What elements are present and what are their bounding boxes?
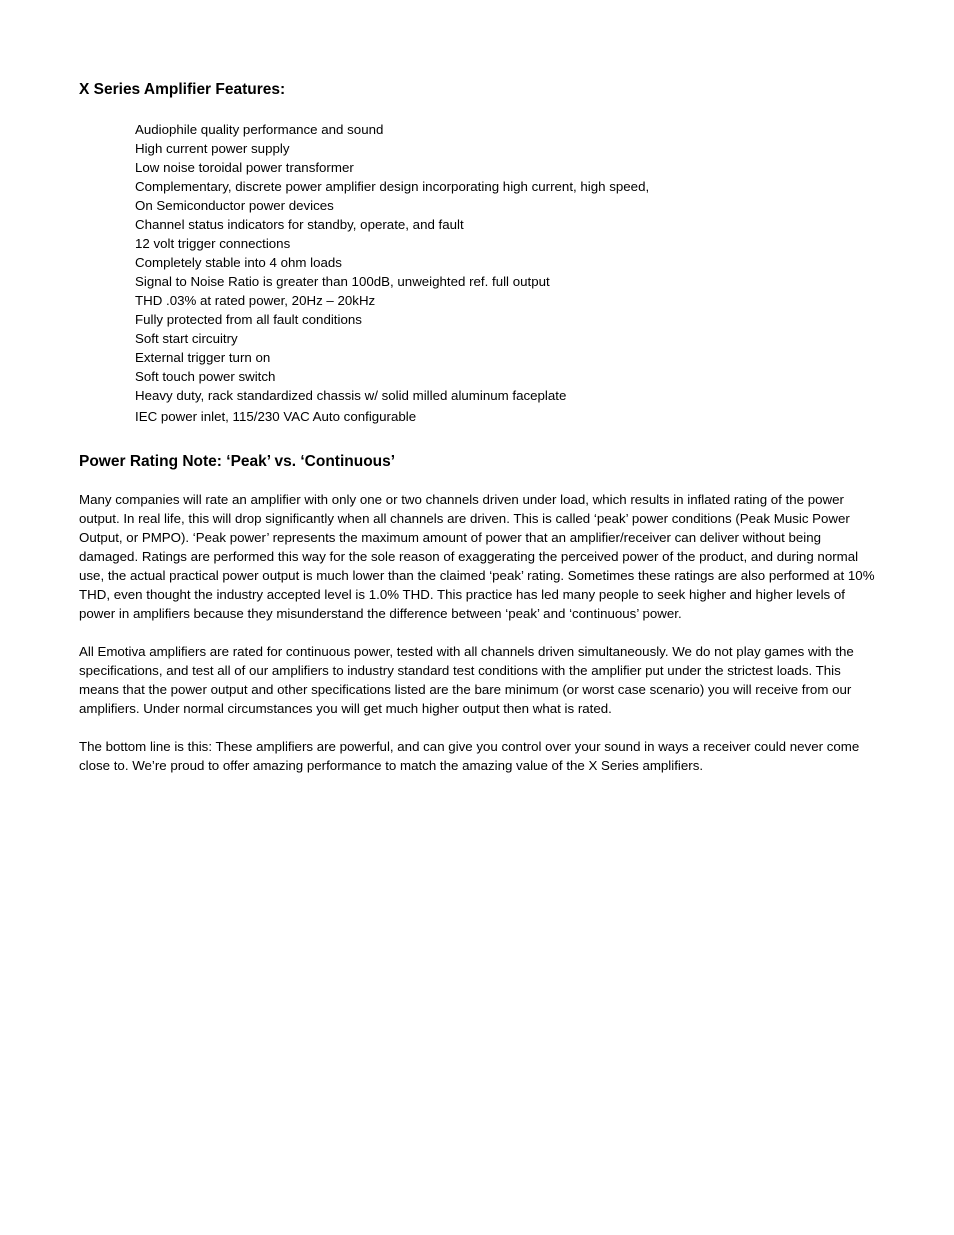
feature-item: Heavy duty, rack standardized chassis w/ solid milled aluminum faceplate: [135, 388, 567, 403]
feature-item: IEC power inlet, 115/230 VAC Auto configurable: [135, 409, 417, 424]
feature-item: External trigger turn on: [135, 350, 271, 365]
feature-item: Audiophile quality performance and sound: [135, 122, 384, 137]
paragraph-continuous-power: All Emotiva amplifiers are rated for continuous power, tested with all channels driven simultaneously. We do not play games with the specifications, and test all of our amplifiers to industry standard test conditions with the amplifier put under the strictest loads. This means that the power output and other specifications listed are the bare minimum (or worst case scenario) you will receive from our amplifiers. Under normal circumstances you will get much higher output then what is rated.: [79, 644, 854, 716]
power-rating-heading: Power Rating Note: ‘Peak’ vs. ‘Continuous’: [79, 453, 396, 470]
feature-item: Fully protected from all fault conditions: [135, 312, 362, 327]
feature-item: Completely stable into 4 ohm loads: [135, 255, 342, 270]
paragraph-peak-ratings: Many companies will rate an amplifier with only one or two channels driven under load, which results in inflated rating of the power output. In real life, this will drop significantly when all channels are driven. This is called ‘peak’ power conditions (Peak Music Power Output, or PMPO). ‘Peak power’ represents the maximum amount of power that an amplifier/receiver can deliver without being damaged. Ratings are performed this way for the sole reason of exaggerating the perceived power of the product, and during normal use, the actual practical power output is much lower than the claimed ‘peak’ rating. Sometimes these ratings are also performed at 10% THD, even thought the industry accepted level is 1.0% THD. This practice has led many people to seek higher and higher levels of power in amplifiers because they misunderstand the difference between ‘peak’ and ‘continuous’ power.: [79, 492, 875, 621]
page-content: [79, 80, 879, 794]
feature-item: Low noise toroidal power transformer: [135, 160, 354, 175]
feature-item: Signal to Noise Ratio is greater than 100dB, unweighted ref. full output: [135, 274, 550, 289]
feature-item: Channel status indicators for standby, operate, and fault: [135, 217, 464, 232]
feature-item: THD .03% at rated power, 20Hz – 20kHz: [135, 293, 376, 308]
feature-item: On Semiconductor power devices: [135, 198, 334, 213]
feature-item: 12 volt trigger connections: [135, 236, 291, 251]
feature-list: [135, 120, 879, 426]
features-heading: X Series Amplifier Features:: [79, 81, 286, 98]
paragraph-bottom-line: The bottom line is this: These amplifiers are powerful, and can give you control over your sound in ways a receiver could never come close to. We’re proud to offer amazing performance to match the amazing value of the X Series amplifiers.: [79, 739, 860, 773]
feature-item: High current power supply: [135, 141, 290, 156]
feature-item: Complementary, discrete power amplifier design incorporating high current, high speed,: [135, 179, 650, 194]
feature-item: Soft start circuitry: [135, 331, 238, 346]
feature-item: Soft touch power switch: [135, 369, 276, 384]
